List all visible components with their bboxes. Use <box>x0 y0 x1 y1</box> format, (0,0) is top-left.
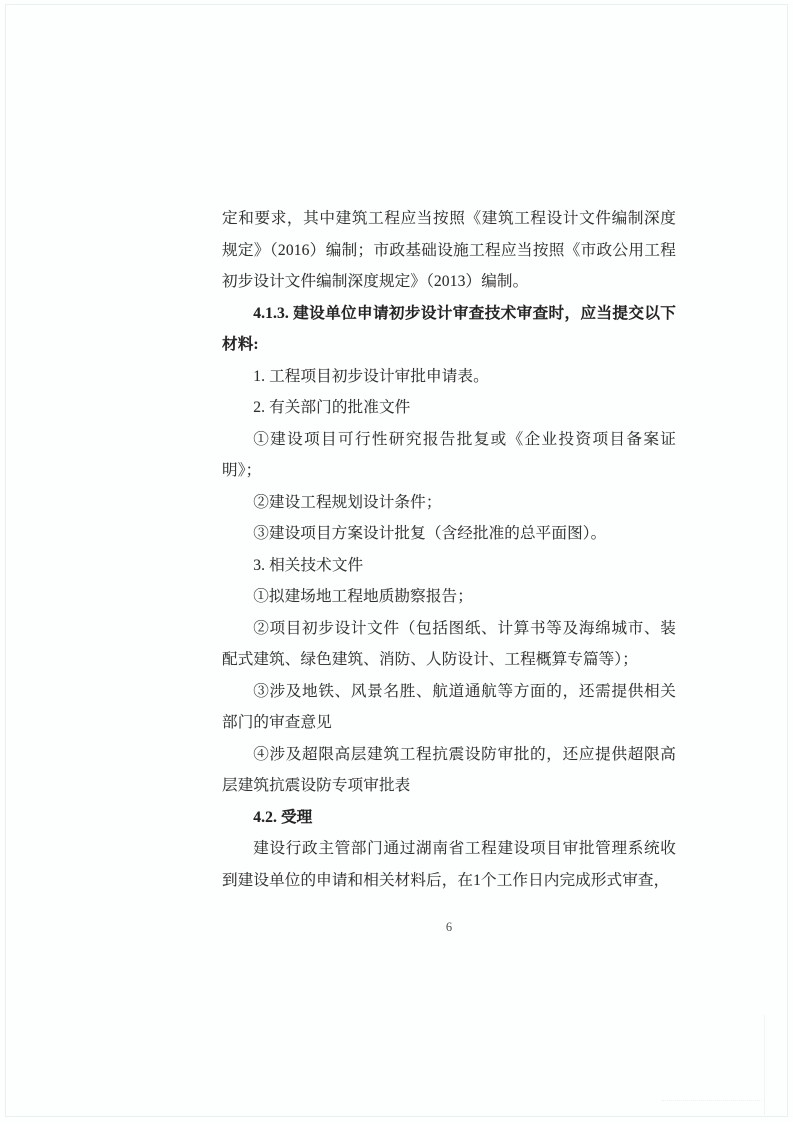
sub-item-circled-3-metro: ③涉及地铁、风景名胜、航道通航等方面的，还需提供相关部门的审查意见 <box>222 682 676 731</box>
sub-item-circled-1-geology: ①拟建场地工程地质勘察报告； <box>253 588 473 605</box>
sub-item-circled-4-seismic: ④涉及超限高层建筑工程抗震设防审批的，还应提供超限高层建筑抗震设防专项审批表 <box>222 745 676 794</box>
document-body <box>222 203 676 896</box>
heading-4-2: 4.2. 受理 <box>253 808 313 826</box>
continuation-paragraph: 定和要求，其中建筑工程应当按照《建筑工程设计文件编制深度规定》（2016）编制；市政基础设施工程应当按照《市政公用工程初步设计文件编制深度规定》（2013）编制。 <box>222 210 676 290</box>
sub-item-circled-2-design-files: ②项目初步设计文件（包括图纸、计算书等及海绵城市、装配式建筑、绿色建筑、消防、人防设计、工程概算专篇等）； <box>222 619 676 668</box>
sub-item-circled-3-scheme: ③建设项目方案设计批复（含经批准的总平面图）。 <box>253 525 607 542</box>
sub-item-circled-2-planning: ②建设工程规划设计条件； <box>253 493 442 511</box>
page-number: 6 <box>445 920 453 934</box>
scan-artifact <box>764 1015 765 1115</box>
scan-artifact <box>662 1100 762 1102</box>
body-paragraph-4-2: 建设行政主管部门通过湖南省工程建设项目审批管理系统收到建设单位的申请和相关材料后，在1个工作日内完成形式审查， <box>222 840 676 889</box>
list-item-3: 3. 相关技术文件 <box>253 556 364 574</box>
list-item-2: 2. 有关部门的批准文件 <box>253 399 411 416</box>
heading-4-1-3: 4.1.3. 建设单位申请初步设计审查技术审查时，应当提交以下材料: <box>222 304 676 353</box>
sub-item-circled-1-approval: ①建设项目可行性研究报告批复或《企业投资项目备案证明》； <box>222 430 676 479</box>
list-item-1: 1. 工程项目初步设计审批申请表。 <box>253 367 489 385</box>
